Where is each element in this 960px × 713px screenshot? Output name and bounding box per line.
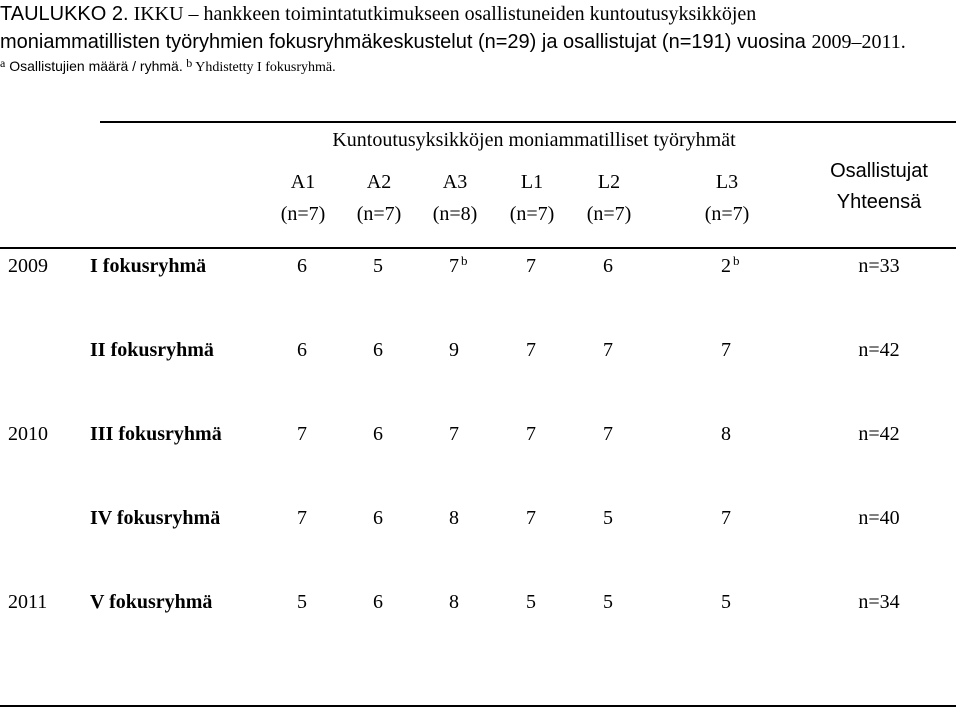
cell-value: 6 [373, 339, 383, 361]
cell-value: 5 [721, 591, 731, 613]
cell-value: 6 [373, 507, 383, 529]
row-value-cell [373, 423, 383, 446]
row-group-label: IV fokusryhmä [90, 507, 221, 529]
column-header-n: (n=7) [356, 203, 402, 225]
column-header-name: L3 [715, 171, 739, 193]
row-value-cell [449, 255, 468, 278]
table-caption-line2 [0, 30, 906, 54]
row-value-cell [603, 507, 613, 530]
cell-value: 6 [373, 423, 383, 445]
cell-value: 5 [603, 591, 613, 613]
cell-value: 7 [297, 507, 307, 529]
row-total: n=40 [858, 507, 900, 529]
row-value-cell [449, 591, 459, 614]
cell-value: 5 [297, 591, 307, 613]
footnote-a-mark: a [0, 56, 6, 70]
cell-value: 6 [297, 339, 307, 361]
footnote-b-mark: b [186, 56, 193, 70]
row-value-cell [297, 339, 307, 362]
row-value-cell [297, 255, 307, 278]
row-group-label: II fokusryhmä [90, 339, 214, 361]
column-header-name: L2 [597, 171, 621, 193]
cell-value: 6 [373, 591, 383, 613]
cell-value: 7 [721, 339, 731, 361]
table-caption-line1 [0, 2, 756, 26]
row-value-cell [373, 339, 383, 362]
column-header-name: L1 [520, 171, 544, 193]
cell-value: 7 [721, 507, 731, 529]
row-value-cell [603, 255, 613, 278]
table-footnotes [0, 58, 336, 76]
table-top-rule [100, 121, 956, 123]
column-header-n: (n=7) [704, 203, 750, 225]
cell-value: 7 [603, 339, 613, 361]
row-value-cell [449, 339, 459, 362]
row-group-label: III fokusryhmä [90, 423, 222, 445]
row-value-cell [721, 591, 731, 614]
cell-value: 8 [449, 507, 459, 529]
row-value-cell [721, 423, 731, 446]
cell-value: 6 [603, 255, 613, 277]
column-header-n: (n=7) [586, 203, 632, 225]
cell-value: 7 [526, 255, 536, 277]
row-value-cell [603, 339, 613, 362]
row-value-cell [449, 507, 459, 530]
row-value-cell [526, 339, 536, 362]
row-value-cell [373, 255, 383, 278]
row-value-cell [449, 423, 459, 446]
column-header-n: (n=7) [509, 203, 555, 225]
cell-value: 5 [373, 255, 383, 277]
row-year: 2010 [8, 423, 48, 445]
row-value-cell [526, 255, 536, 278]
cell-value: 7 [297, 423, 307, 445]
row-total: n=34 [858, 591, 900, 613]
cell-value: 7 [449, 423, 459, 445]
cell-value: 7 [526, 339, 536, 361]
footnote-a-text: Osallistujien määrä / ryhmä. [5, 58, 183, 74]
footnote-mark-b: b [461, 253, 468, 268]
row-total: n=33 [858, 255, 900, 277]
total-header-line2: Yhteensä [836, 191, 922, 213]
cell-value: 2 [721, 255, 731, 277]
cell-value: 7 [526, 507, 536, 529]
row-value-cell [603, 423, 613, 446]
column-header-n: (n=8) [432, 203, 478, 225]
row-value-cell [721, 255, 740, 278]
footnote-mark-b: b [733, 253, 740, 268]
row-value-cell [373, 507, 383, 530]
table-header-rule [0, 247, 956, 249]
row-year: 2011 [8, 591, 48, 613]
cell-value: 9 [449, 339, 459, 361]
row-value-cell [373, 591, 383, 614]
row-value-cell [603, 591, 613, 614]
group-header: Kuntoutusyksikköjen moniammatilliset työryhmät [332, 129, 736, 151]
row-value-cell [721, 507, 731, 530]
cell-value: 7 [526, 423, 536, 445]
row-value-cell [297, 507, 307, 530]
row-value-cell [526, 507, 536, 530]
row-value-cell [721, 339, 731, 362]
cell-value: 7 [603, 423, 613, 445]
caption-years: 2009–2011. [811, 31, 906, 53]
column-header-n: (n=7) [280, 203, 326, 225]
total-header-line1: Osallistujat [830, 160, 928, 182]
table-bottom-rule [0, 705, 956, 707]
cell-value: 7 [449, 255, 459, 277]
row-year: 2009 [8, 255, 48, 277]
cell-value: 5 [603, 507, 613, 529]
row-total: n=42 [858, 423, 900, 445]
row-value-cell [526, 591, 536, 614]
cell-value: 8 [449, 591, 459, 613]
cell-value: 6 [297, 255, 307, 277]
column-header-name: A1 [290, 171, 316, 193]
footnote-b-text: Yhdistetty I fokusryhmä. [192, 60, 336, 75]
row-value-cell [526, 423, 536, 446]
caption-text: IKKU – hankkeen toimintatutkimukseen osallistuneiden kuntoutusyksikköjen [128, 3, 757, 25]
row-value-cell [297, 591, 307, 614]
cell-value: 8 [721, 423, 731, 445]
column-header-name: A2 [366, 171, 392, 193]
row-group-label: I fokusryhmä [90, 255, 207, 277]
caption-text-2: moniammatillisten työryhmien fokusryhmäkeskustelut (n=29) ja osallistujat (n=191) vuosina [0, 31, 812, 53]
row-value-cell [297, 423, 307, 446]
caption-label: TAULUKKO 2. [0, 3, 129, 25]
cell-value: 5 [526, 591, 536, 613]
column-header-name: A3 [442, 171, 468, 193]
row-group-label: V fokusryhmä [90, 591, 213, 613]
row-total: n=42 [858, 339, 900, 361]
